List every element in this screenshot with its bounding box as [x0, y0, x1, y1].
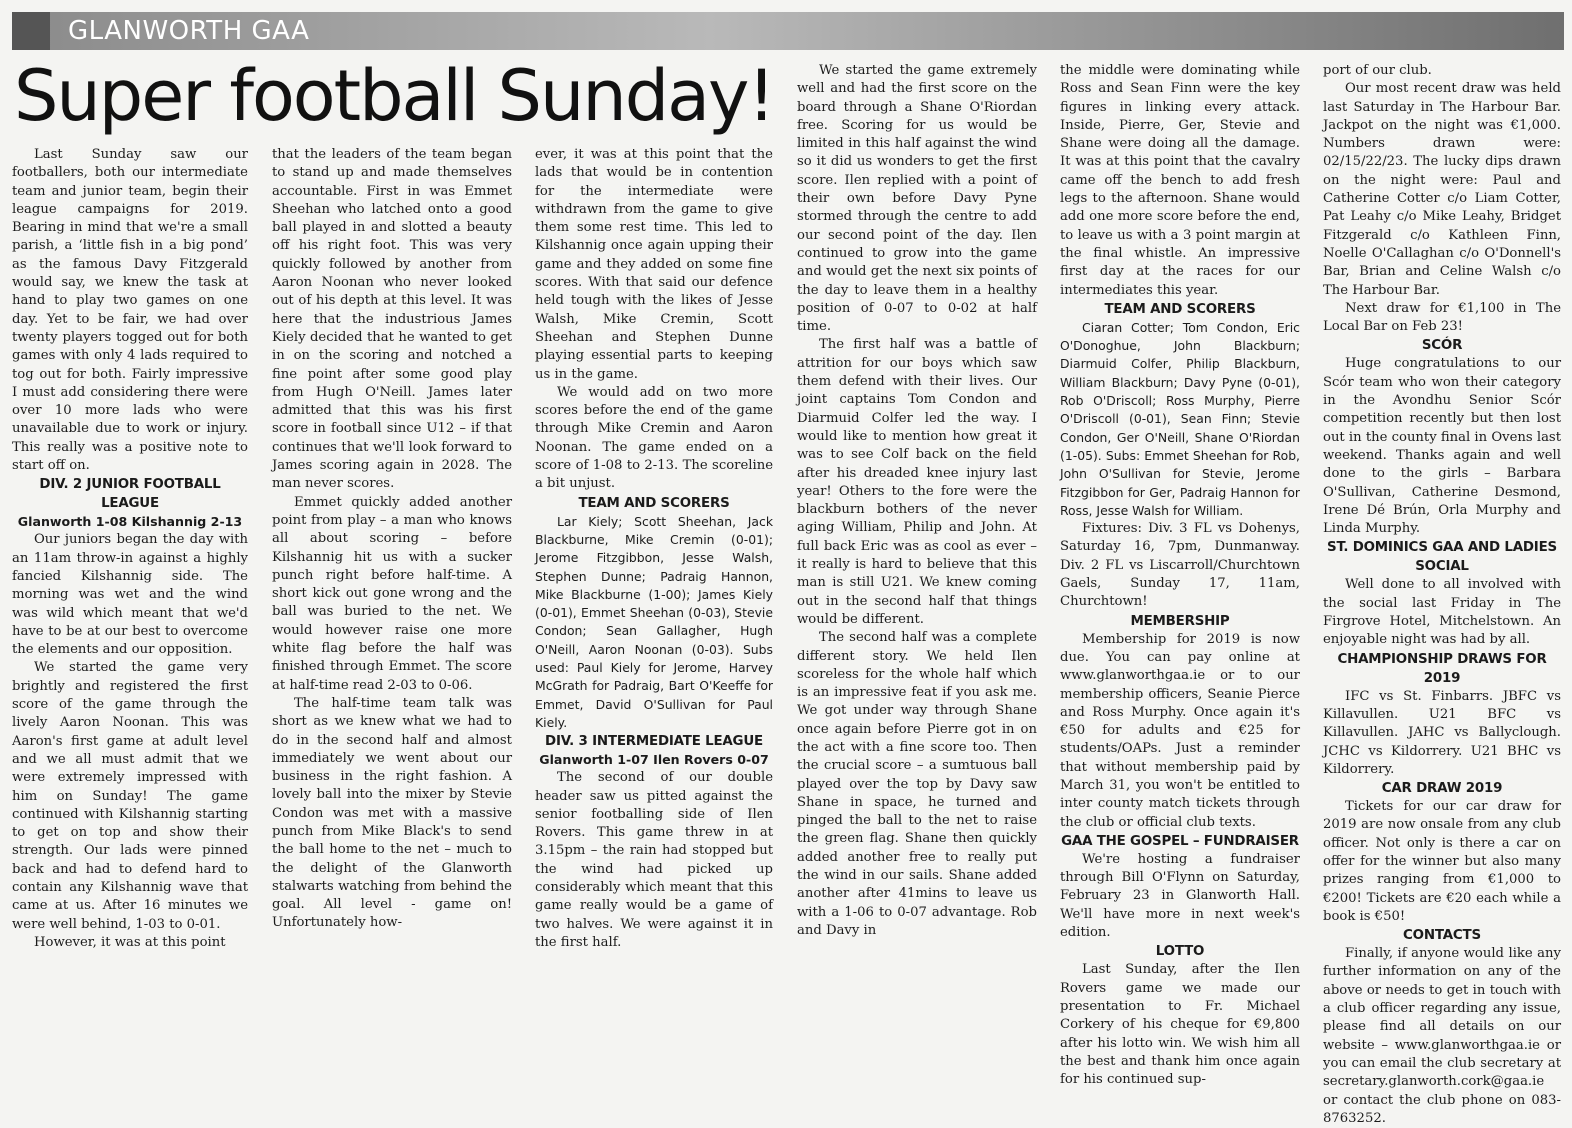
- team-list: Ciaran Cotter; Tom Condon, Eric O'Donoghue, John Blackburn; Diarmuid Colfer, Philip Blackburn, William Blackburn; Davy Pyne (0-01), Rob O'Driscoll; Ross Murphy, Pierre O'Driscoll (0-01), Sean Finn; Stevie Condon, Ger O'Neill, Shane O'Riordan (1-05). Subs: Emmet Sheehan for Rob, John O'Sullivan for Stevie, Jerome Fitzgibbon for Ger, Padraig Hannon for Ross, Jesse Walsh for William.: [1060, 319, 1300, 518]
- section-heading: GAA THE GOSPEL – FUNDRAISER: [1061, 833, 1299, 849]
- section-label: GLANWORTH GAA: [68, 16, 310, 46]
- section-heading: ST. DOMINICS GAA AND LADIES SOCIAL: [1327, 540, 1557, 575]
- paragraph: Last Sunday, after the Ilen Rovers game we made our presentation to Fr. Michael Corkery of his cheque for €9,800 after his lotto win. We wish him all the best and thank him once again for his continued sup-: [1060, 962, 1300, 1088]
- section-heading: DIV. 3 INTERMEDIATE LEAGUE: [545, 734, 763, 750]
- paragraph: ever, it was at this point that the lads that would be in contention for the intermediate were withdrawn from the game to give them some rest time. This led to Kilshannig once again upping their game and they added on some fine scores. With that said our defence held tough with the likes of Jesse Walsh, Mike Cremin, Scott Sheehan and Stephen Dunne playing essential parts to keeping us in the game.: [535, 147, 773, 382]
- paragraph: port of our club.: [1323, 63, 1432, 78]
- score-line: Glanworth 1-07 Ilen Rovers 0-07: [539, 752, 769, 768]
- banner-square: [12, 12, 50, 50]
- section-heading: SCÓR: [1421, 338, 1463, 354]
- section-banner: [12, 12, 1564, 50]
- column-3: [535, 146, 773, 1056]
- paragraph: The second half was a complete different story. We held Ilen scoreless for the whole half which is an impressive feat if you ask me. We got under way through Shane once again before Pierre got in on the act with a fine score too. Then the crucial score – a sumtuous ball played over the top by Davy saw Shane in space, he turned and pinged the ball to the net to raise the green flag. Shane then quickly added another free to really put the wind in our sails. Shane added another after 41mins to leave us with a 1-06 to 0-07 advantage. Rob and Davy in: [797, 630, 1037, 938]
- paragraph: Well done to all involved with the social last Friday in The Firgrove Hotel, Mitchelstown. An enjoyable night was had by all.: [1323, 577, 1561, 648]
- paragraph: Finally, if anyone would like any further information on any of the above or needs to get in touch with a club officer regarding any issue, please find all details on our website – www.glanworthgaa.ie or you can email the club secretary at secretary.glanworth.cork@gaa.ie or contact the club phone on 083-8763252.: [1323, 946, 1561, 1126]
- paragraph: The first half was a battle of attrition for our boys which saw them defend with their lives. Our joint captains Tom Condon and Diarmuid Colfer led the way. I would like to mention how great it was to see Colf back on the field after his dreaded knee injury last year! Others to the fore were the blackburn bothers of the never aging William, Philip and John. At full back Eric was as cool as ever – it really is hard to believe that this man is still U21. We knew coming out in the second half that things would be different.: [797, 337, 1037, 627]
- paragraph: Our most recent draw was held last Saturday in The Harbour Bar. Jackpot on the night was €1,000. Numbers drawn were: 02/15/22/23. The lucky dips drawn on the night were: Paul and Catherine Cotter c/o Liam Cotter, Pat Leahy c/o Mike Leahy, Bridget Fitzgerald c/o Kathleen Finn, Noelle O'Callaghan c/o O'Donnell's Bar, Brian and Celine Walsh c/o The Harbour Bar.: [1323, 81, 1561, 298]
- paragraph: We would add on two more scores before the end of the game through Mike Cremin and Aaron Noonan. The game ended on a score of 1-08 to 2-13. The scoreline a bit unjust.: [535, 384, 773, 492]
- paragraph: Emmet quickly added another point from play – a man who knows all about scoring – before Kilshannig hit us with a sucker punch right before half-time. A short kick out gone wrong and the ball was buried to the net. We would however raise one more white flag before the half was finished through Emmet. The score at half-time read 2-03 to 0-06.: [272, 494, 512, 693]
- paragraph: However, it was at this point: [34, 934, 226, 950]
- paragraph: The second of our double header saw us pitted against the senior footballing side of Ilen Rovers. This game threw in at 3.15pm – the rain had stopped but the wind had picked up considerably which meant that this game really would be a game of two halves. We were against it in the first half.: [535, 770, 773, 950]
- paragraph: We started the game extremely well and had the first score on the board through a Shane O'Riordan free. Scoring for us would be limited in this half against the wind so it did us wonders to get the first score. Ilen replied with a point of their own before Davy Pyne stormed through the centre to add our second point of the day. Ilen continued to grow into the game and would get the next six points of the day to leave them in a healthy position of 0-07 to 0-02 at half time.: [797, 63, 1037, 335]
- paragraph: Huge congratulations to our Scór team who won their category in the Avondhu Senior Scór competition recently but then lost out in the county final in Ovens last weekend. Thanks again and well done to the girls – Barbara O'Sullivan, Catherine Desmond, Irene Dé Brún, Orla Murphy and Linda Murphy.: [1323, 356, 1561, 537]
- section-heading: CAR DRAW 2019: [1381, 781, 1503, 797]
- section-heading: CONTACTS: [1403, 928, 1481, 944]
- paragraph: IFC vs St. Finbarrs. JBFC vs Killavullen. U21 BFC vs Killavullen. JAHC vs Ballyclough. JCHC vs Kildorrery. U21 BHC vs Kildorrery.: [1323, 688, 1561, 777]
- column-2: [272, 146, 512, 1056]
- paragraph: The half-time team talk was short as we knew what we had to do in the second half and almost immediately we went about our business in the right fashion. A lovely ball into the mixer by Stevie Condon was met with a massive punch from Mike Black's to send the ball home to the net – much to the delight of the Glanworth stalwarts watching from behind the goal. All level - game on! Unfortunately how-: [272, 695, 512, 931]
- section-heading: TEAM AND SCORERS: [578, 495, 730, 511]
- column-4: [797, 62, 1037, 1057]
- paragraph: Last Sunday saw our footballers, both our intermediate team and junior team, begin their league campaigns for 2019. Bearing in mind that we're a small parish, a ‘little fish in a big pond’ as the famous Davy Fitzgerald would say, we knew the task at hand to play two games on one day. Yet to be fair, we had over twenty players togged out for both games with only 4 lads required to tog out for both. Fairly impressive I must add considering there were over 10 more lads who were unavailable due to work or injury. This really was a positive note to start off on.: [12, 147, 248, 474]
- section-heading: LOTTO: [1155, 944, 1205, 960]
- column-1: [12, 146, 248, 1056]
- headline: Super football Sunday!: [14, 55, 774, 137]
- paragraph: Fixtures: Div. 3 FL vs Dohenys, Saturday 16, 7pm, Dunmanway. Div. 2 FL vs Liscarroll/Churchtown Gaels, Sunday 17, 11am, Churchtown!: [1060, 521, 1300, 610]
- column-5: [1060, 62, 1300, 1088]
- section-heading: DIV. 2 JUNIOR FOOTBALL LEAGUE: [39, 477, 221, 512]
- team-list: Lar Kiely; Scott Sheehan, Jack Blackburne, Mike Cremin (0-01); Jerome Fitzgibbon, Jesse Walsh, Stephen Dunne; Padraig Hannon, Mike Blackburne (1-00); James Kiely (0-01), Emmet Sheehan (0-03), Stevie Condon; Sean Gallagher, Hugh O'Neill, Aaron Noonan (0-03). Subs used: Paul Kiely for Jerome, Harvey McGrath for Padraig, Bart O'Keeffe for Emmet, David O'Sullivan for Paul Kiely.: [535, 513, 773, 730]
- section-heading: CHAMPIONSHIP DRAWS FOR 2019: [1337, 651, 1547, 686]
- paragraph: that the leaders of the team began to stand up and made themselves accountable. First in was Emmet Sheehan who latched onto a good ball played in and slotted a beauty off his right foot. This was very quickly followed by another from Aaron Noonan who never looked out of his depth at this level. It was here that the industrious James Kiely decided that he wanted to get in on the scoring and notched a fine point after some good play from Hugh O'Neill. James later admitted that this was his first score in football since U12 – if that continues that we'll look forward to James scoring again in 2028. The man never scores.: [272, 147, 512, 492]
- column-6: [1323, 62, 1561, 1126]
- paragraph: Next draw for €1,100 in The Local Bar on Feb 23!: [1323, 300, 1561, 335]
- paragraph: Our juniors began the day with an 11am throw-in against a highly fancied Kilshannig side. The morning was wet and the wind was wild which meant that we'd have to be at our best to overcome the elements and our opposition.: [12, 532, 248, 658]
- paragraph: the middle were dominating while Ross and Sean Finn were the key figures in linking every attack. Inside, Pierre, Ger, Stevie and Shane were doing all the damage. It was at this point that the cavalry came off the bench to add fresh legs to the afternoon. Shane would add one more score before the end, to leave us with a 3 point margin at the final whistle. An impressive first day at the races for our intermediates this year.: [1060, 63, 1300, 298]
- section-heading: TEAM AND SCORERS: [1104, 301, 1256, 317]
- paragraph: Membership for 2019 is now due. You can pay online at www.glanworthgaa.ie or to our membership officers, Seanie Pierce and Ross Murphy. Once again it's €50 for adults and €25 for students/OAPs. Just a reminder that without membership paid by March 31, you won't be entitled to inter county match tickets through the club or official club texts.: [1060, 631, 1300, 830]
- section-heading: MEMBERSHIP: [1130, 613, 1230, 629]
- paragraph: We started the game very brightly and registered the first score of the game through the lively Aaron Noonan. This was Aaron's first game at adult level and we all must admit that we were extremely impressed with him on Sunday! The game continued with Kilshannig starting to get on top and show their strength. Our lads were pinned back and had to defend hard to contain any Kilshannig wave that came at us. After 16 minutes we were well behind, 1-03 to 0-01.: [12, 660, 248, 932]
- score-line: Glanworth 1-08 Kilshannig 2-13: [17, 514, 243, 530]
- paragraph: We're hosting a fundraiser through Bill O'Flynn on Saturday, February 23 in Glanworth Hall. We'll have more in next week's edition.: [1060, 851, 1300, 941]
- paragraph: Tickets for our car draw for 2019 are now onsale from any club officer. Not only is there a car on offer for the winner but also many prizes ranging from €1,000 to €200! Tickets are €20 each while a book is €50!: [1323, 799, 1561, 924]
